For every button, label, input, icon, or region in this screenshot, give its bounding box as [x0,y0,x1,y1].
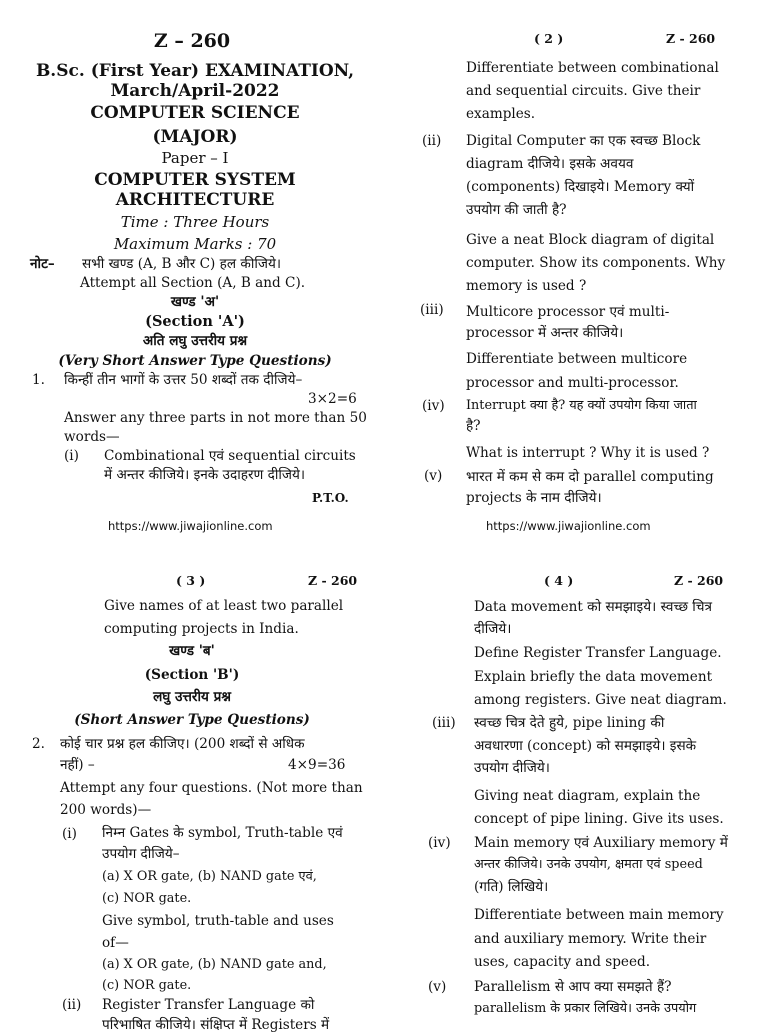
p3-part-i-number: (i) [62,826,77,842]
p3-part-i-hindi3: (a) X OR gate, (b) NAND gate एवं, [102,869,317,884]
p3-part-ii-hindi2: परिभाषित कीजिये। संक्षिप्त में Registers में [102,1017,330,1033]
p2-part-iii-english1: Differentiate between multicore [466,351,688,367]
question-2-english2: 200 words)— [60,802,152,818]
p3-part-ii-number: (ii) [62,997,82,1013]
question-2-english1: Attempt any four questions. (Not more than [60,780,363,796]
p4-part-iv-hindi1: Main memory एवं Auxiliary memory में [474,835,728,851]
page-4-code: Z - 260 [674,573,724,588]
note-hindi: सभी खण्ड (A, B और C) हल कीजिये। [82,256,282,272]
p4-part-iii-number: (iii) [432,715,456,731]
p4-part-iv-number: (iv) [428,835,451,851]
section-b-type-english: (Short Answer Type Questions) [74,712,310,728]
p2-part-ii-hindi4: उपयोग की जाती है? [466,202,567,218]
p4-part-iii-hindi2: अवधारणा (concept) को समझाइये। इसके [474,738,697,754]
question-2-number: 2. [32,736,45,752]
p3-part-i-english1: Give symbol, truth-table and uses [102,913,334,929]
page-2 [384,0,768,540]
section-a-type-hindi: अति लघु उत्तरीय प्रश्न [142,333,248,349]
p3-part-i-hindi2: उपयोग दीजिये– [102,846,180,862]
part-i-number: (i) [64,448,79,464]
exam-title: B.Sc. (First Year) EXAMINATION, [35,61,355,81]
page-1-url: https://www.jiwajionline.com [108,519,273,533]
question-1-hindi: किन्हीं तीन भागों के उत्तर 50 शब्दों तक दीजिये– [64,372,303,388]
p4-part-iv-english3: uses, capacity and speed. [474,954,651,970]
p4-part-v-number: (v) [428,979,447,995]
time: Time : Three Hours [120,213,270,231]
p3-part-i-english2: of— [102,935,129,951]
p2-part-ii-number: (ii) [422,133,442,149]
p2-part-iv-english: What is interrupt ? Why it is used ? [466,445,710,461]
course-title-line1: COMPUTER SYSTEM [94,170,296,190]
page-2-url: https://www.jiwajionline.com [486,519,651,533]
page-3-code: Z - 260 [308,573,358,588]
p2-part-v-number: (v) [424,468,443,484]
p2-part-iii-hindi2: processor में अन्तर कीजिये। [466,325,624,341]
page-1 [0,0,384,540]
part-i-hindi-line2: में अन्तर कीजिये। इनके उदाहरण दीजिये। [104,467,306,483]
p2-line3: examples. [466,106,536,122]
p2-line1: Differentiate between combinational [466,60,719,76]
p3-part-ii-hindi1: Register Transfer Language को [102,997,315,1013]
page-4 [384,540,768,1024]
p4-part-v-hindi1: Parallelism से आप क्या समझते हैं? [474,979,672,995]
p2-part-ii-hindi2: diagram दीजिये। इसके अवयव [466,156,634,172]
page-4-number: ( 4 ) [544,573,574,588]
p4-line2: दीजिये। [474,621,512,637]
section-b-hindi: खण्ड 'ब' [169,643,215,659]
p2-part-iv-hindi1: Interrupt क्या है? यह क्यों उपयोग किया जाता [466,398,697,413]
question-1-english-line2: words— [64,429,120,445]
paper-number: Paper – I [161,149,229,167]
question-2-hindi1: कोई चार प्रश्न हल कीजिए। (200 शब्दों से अधिक [60,736,305,752]
pto: P.T.O. [312,491,349,505]
p4-part-iii-english2: concept of pipe lining. Give its uses. [474,811,724,827]
p4-part-iv-hindi3: (गति) लिखिये। [474,879,549,895]
p4-part-v-hindi2: parallelism के प्रकार लिखिये। उनके उपयोग [474,1001,697,1016]
p2-part-iii-hindi1: Multicore processor एवं multi- [466,304,670,320]
p2-line2: and sequential circuits. Give their [466,83,701,99]
p3-part-i-hindi4: (c) NOR gate. [102,891,192,906]
p4-part-iv-hindi2: अन्तर कीजिये। उनके उपयोग, क्षमता एवं speed [474,857,703,872]
section-a-hindi: खण्ड 'अ' [170,294,220,310]
p4-line3: Define Register Transfer Language. [474,645,722,661]
section-a-english: (Section 'A') [145,313,245,330]
p4-line1: Data movement को समझाइये। स्वच्छ चित्र [474,599,712,615]
course-title-line2: ARCHITECTURE [115,190,275,210]
p4-line5: among registers. Give neat diagram. [474,692,727,708]
subject: COMPUTER SCIENCE [90,103,300,123]
note-label: नोट– [30,256,55,272]
p2-part-ii-hindi1: Digital Computer का एक स्वच्छ Block [466,133,701,149]
p4-part-iii-hindi1: स्वच्छ चित्र देते हुये, pipe lining की [474,715,665,731]
max-marks: Maximum Marks : 70 [113,235,277,253]
p3-part-i-english4: (c) NOR gate. [102,978,192,993]
section-a-type-english: (Very Short Answer Type Questions) [58,353,332,369]
major: (MAJOR) [152,127,238,147]
page-2-code: Z - 260 [666,31,716,46]
note-english: Attempt all Section (A, B and C). [80,275,306,291]
question-1-english-line1: Answer any three parts in not more than 50 [64,410,367,426]
section-b-type-hindi: लघु उत्तरीय प्रश्न [153,689,231,705]
p2-part-iii-english2: processor and multi-processor. [466,375,679,391]
p2-part-v-hindi1: भारत में कम से कम दो parallel computing [466,469,714,485]
p2-part-iv-number: (iv) [422,398,445,414]
p3-part-i-english3: (a) X OR gate, (b) NAND gate and, [102,957,327,972]
page-3 [0,540,384,1033]
page-2-number: ( 2 ) [534,31,564,46]
p4-part-iii-english1: Giving neat diagram, explain the [474,788,701,804]
page-3-number: ( 3 ) [176,573,206,588]
section-b-english: (Section 'B') [144,667,240,683]
p2-part-ii-english2: computer. Show its components. Why [466,255,726,271]
paper-code: Z – 260 [153,30,231,52]
exam-session: March/April-2022 [110,81,280,101]
p4-line4: Explain briefly the data movement [474,669,713,685]
p2-part-ii-english1: Give a neat Block diagram of digital [466,232,715,248]
p3-line2: computing projects in India. [104,621,299,637]
p4-part-iv-english1: Differentiate between main memory [474,907,724,923]
p3-line1: Give names of at least two parallel [104,598,344,614]
p2-part-ii-english3: memory is used ? [466,278,587,294]
question-1-number: 1. [32,372,45,388]
p2-part-ii-hindi3: (components) दिखाइये। Memory क्यों [466,179,695,195]
part-i-hindi-line1: Combinational एवं sequential circuits [104,448,356,464]
question-2-hindi2: नहीं) – [60,757,95,773]
p3-part-i-hindi1: निम्न Gates के symbol, Truth-table एवं [102,825,343,841]
question-2-marks: 4×9=36 [288,757,346,773]
p4-part-iii-hindi3: उपयोग दीजिये। [474,760,550,776]
p2-part-v-hindi2: projects के नाम दीजिये। [466,490,602,506]
question-1-marks: 3×2=6 [308,391,357,407]
p2-part-iii-number: (iii) [420,302,444,318]
p2-part-iv-hindi2: है? [466,418,481,434]
p4-part-iv-english2: and auxiliary memory. Write their [474,931,707,947]
